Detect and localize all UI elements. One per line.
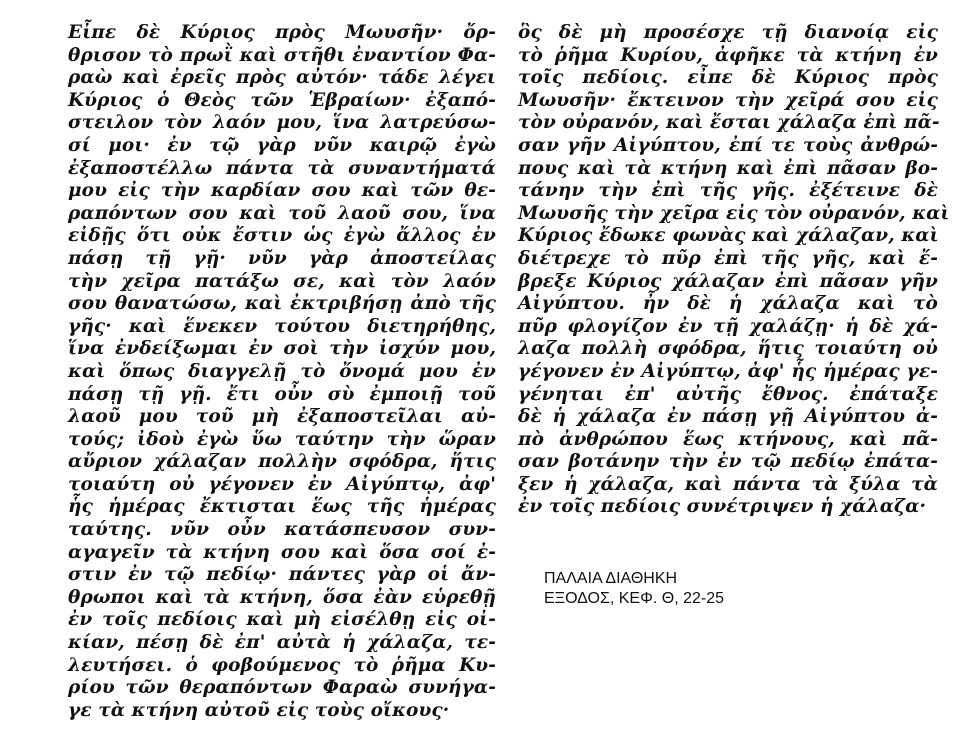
caption	[544, 569, 724, 609]
text-line: ὃς δὲ μὴ προσέσχε τῇ διανοίᾳ εἰς	[518, 22, 938, 43]
text-line: θρωποι καὶ τὰ κτήνη, ὅσα ἐὰν εὑρεθῇ	[68, 586, 496, 608]
text-line: γένηται ἐπ' αὐτῆς ἔθνος. ἐπάταξε	[518, 383, 938, 405]
text-line: σαν βοτάνην τὴν ἐν τῷ πεδίῳ ἐπάτα-	[518, 451, 938, 473]
text-line: ραπόντων σου καὶ τοῦ λαοῦ σου, ἵνα	[68, 202, 496, 224]
text-line: μου εἰς τὴν καρδίαν σου καὶ τῶν θε-	[68, 180, 496, 202]
text-line: τὸν οὐρανόν, καὶ ἔσται χάλαζα ἐπὶ πᾶ-	[518, 112, 940, 134]
text-line: στιν ἐν τῷ πεδίῳ· πάντες γὰρ οἱ ἄν-	[68, 564, 496, 586]
text-line: βρεξε Κύριος χάλαζαν ἐπὶ πᾶσαν γῆν	[518, 270, 938, 292]
text-line: πους καὶ τὰ κτήνη καὶ ἐπὶ πᾶσαν βο-	[518, 157, 938, 179]
text-line: πὸ ἀνθρώπου ἕως κτήνους, καὶ πᾶ-	[518, 428, 938, 450]
text-line: τοιαύτη οὐ γέγονεν ἐν Αἰγύπτῳ, ἀφ'	[68, 473, 496, 495]
text-line: γέγονεν ἐν Αἰγύπτῳ, ἀφ' ἧς ἡμέρας γε-	[518, 360, 938, 382]
text-line: ἐν τοῖς πεδίοις καὶ μὴ εἰσέλθῃ εἰς οἰ-	[68, 609, 496, 631]
text-line: ἐξαποστέλλω πάντα τὰ συναντήματά	[68, 157, 496, 179]
text-line: ἧς ἡμέρας ἔκτισται ἕως τῆς ἡμέρας	[68, 496, 496, 518]
text-line: τοῖς πεδίοις. εἶπε δὲ Κύριος πρὸς	[518, 67, 938, 89]
text-line: τὴν χεῖρα πατάξω σε, καὶ τὸν λαόν	[68, 270, 496, 292]
text-line: αὔριον χάλαζαν πολλὴν σφόδρα, ἥτις	[68, 451, 496, 473]
text-line: σαν γῆν Αἰγύπτου, ἐπί τε τοὺς ἀνθρώ-	[518, 134, 938, 156]
text-line: Μωυσῆς τὴν χεῖρα εἰς τὸν οὐρανόν, καὶ	[518, 202, 950, 224]
text-line: Κύριος ὁ Θεὸς τῶν Ἑβραίων· ἐξαπό-	[68, 89, 496, 111]
text-line: κίαν, πέσῃ δὲ ἐπ' αὐτὰ ἡ χάλαζα, τε-	[68, 632, 496, 654]
text-line: δὲ ἡ χάλαζα ἐν πάσῃ γῇ Αἰγύπτου ἀ-	[518, 406, 938, 428]
text-line: γῆς· καὶ ἕνεκεν τούτου διετηρήθης,	[68, 315, 496, 337]
text-line: Εἶπε δὲ Κύριος πρὸς Μωυσῆν· ὄρ-	[68, 22, 496, 43]
text-line: λευτήσει. ὁ φοβούμενος τὸ ῥῆμα Κυ-	[68, 654, 496, 676]
right-text-column	[518, 22, 950, 519]
text-line: ραὼ καὶ ἐρεῖς πρὸς αὐτόν· τάδε λέγει	[68, 67, 496, 89]
left-text-column	[68, 22, 496, 722]
text-line: σου θανατώσω, καὶ ἐκτριβήσῃ ἀπὸ τῆς	[68, 293, 496, 315]
text-line: τούς; ἰδοὺ ἐγὼ ὕω ταύτην τὴν ὥραν	[68, 428, 496, 450]
text-line: γε τὰ κτήνη αὐτοῦ εἰς τοὺς οἴκους·	[68, 699, 450, 721]
text-line: πάσῃ τῇ γῇ· νῦν γὰρ ἀποστείλας	[68, 247, 496, 269]
text-line: τάνην τὴν ἐπὶ τῆς γῆς. ἐξέτεινε δὲ	[518, 180, 938, 202]
text-line: ξεν ἡ χάλαζα, καὶ πάντα τὰ ξύλα τὰ	[518, 473, 938, 495]
text-line: αγαγεῖν τὰ κτήνη σου καὶ ὅσα σοί ἐ-	[68, 541, 496, 563]
text-line: Μωυσῆν· ἔκτεινον τὴν χεῖρά σου εἰς	[518, 89, 938, 111]
text-line: λαοῦ μου τοῦ μὴ ἐξαποστεῖλαι αὐ-	[68, 406, 496, 428]
text-line: καὶ ὅπως διαγγελῇ τὸ ὄνομά μου ἐν	[68, 360, 496, 382]
text-line: ρίου τῶν θεραπόντων Φαραὼ συνήγα-	[68, 677, 496, 699]
text-line: πῦρ φλογίζον ἐν τῇ χαλάζῃ· ἡ δὲ χά-	[518, 315, 938, 337]
text-line: σί μοι· ἐν τῷ γὰρ νῦν καιρῷ ἐγὼ	[68, 134, 496, 156]
text-line: στειλον τὸν λαόν μου, ἵνα λατρεύσω-	[68, 112, 496, 134]
text-line: Κύριος ἔδωκε φωνὰς καὶ χάλαζαν, καὶ	[518, 225, 939, 247]
text-line: ταύτης. νῦν οὖν κατάσπευσον συν-	[68, 519, 496, 541]
text-line: διέτρεχε τὸ πῦρ ἐπὶ τῆς γῆς, καὶ ἔ-	[518, 247, 938, 269]
text-line: εἰδῇς ὅτι οὐκ ἔστιν ὡς ἐγὼ ἄλλος ἐν	[68, 225, 496, 247]
text-line: τὸ ῥῆμα Κυρίου, ἀφῆκε τὰ κτήνη ἐν	[518, 44, 938, 66]
text-line: θρισον τὸ πρωῒ καὶ στῆθι ἐναντίον Φα-	[68, 44, 496, 66]
text-line: ἵνα ἐνδείξωμαι ἐν σοὶ τὴν ἰσχύν μου,	[68, 338, 496, 360]
text-line: λαζα πολλὴ σφόδρα, ἥτις τοιαύτη οὐ	[518, 338, 938, 360]
caption-reference: ΕΞΟΔΟΣ, ΚΕΦ. Θ, 22-25	[544, 590, 725, 607]
text-line: Αἰγύπτου. ἦν δὲ ἡ χάλαζα καὶ τὸ	[518, 293, 938, 315]
caption-title: ΠΑΛΑΙΑ ΔΙΑΘΗΚΗ	[544, 570, 678, 587]
text-line: πάσῃ τῇ γῇ. ἔτι οὖν σὺ ἐμποιῇ τοῦ	[68, 383, 496, 405]
text-line: ἐν τοῖς πεδίοις συνέτριψεν ἡ χάλαζα·	[518, 496, 926, 518]
